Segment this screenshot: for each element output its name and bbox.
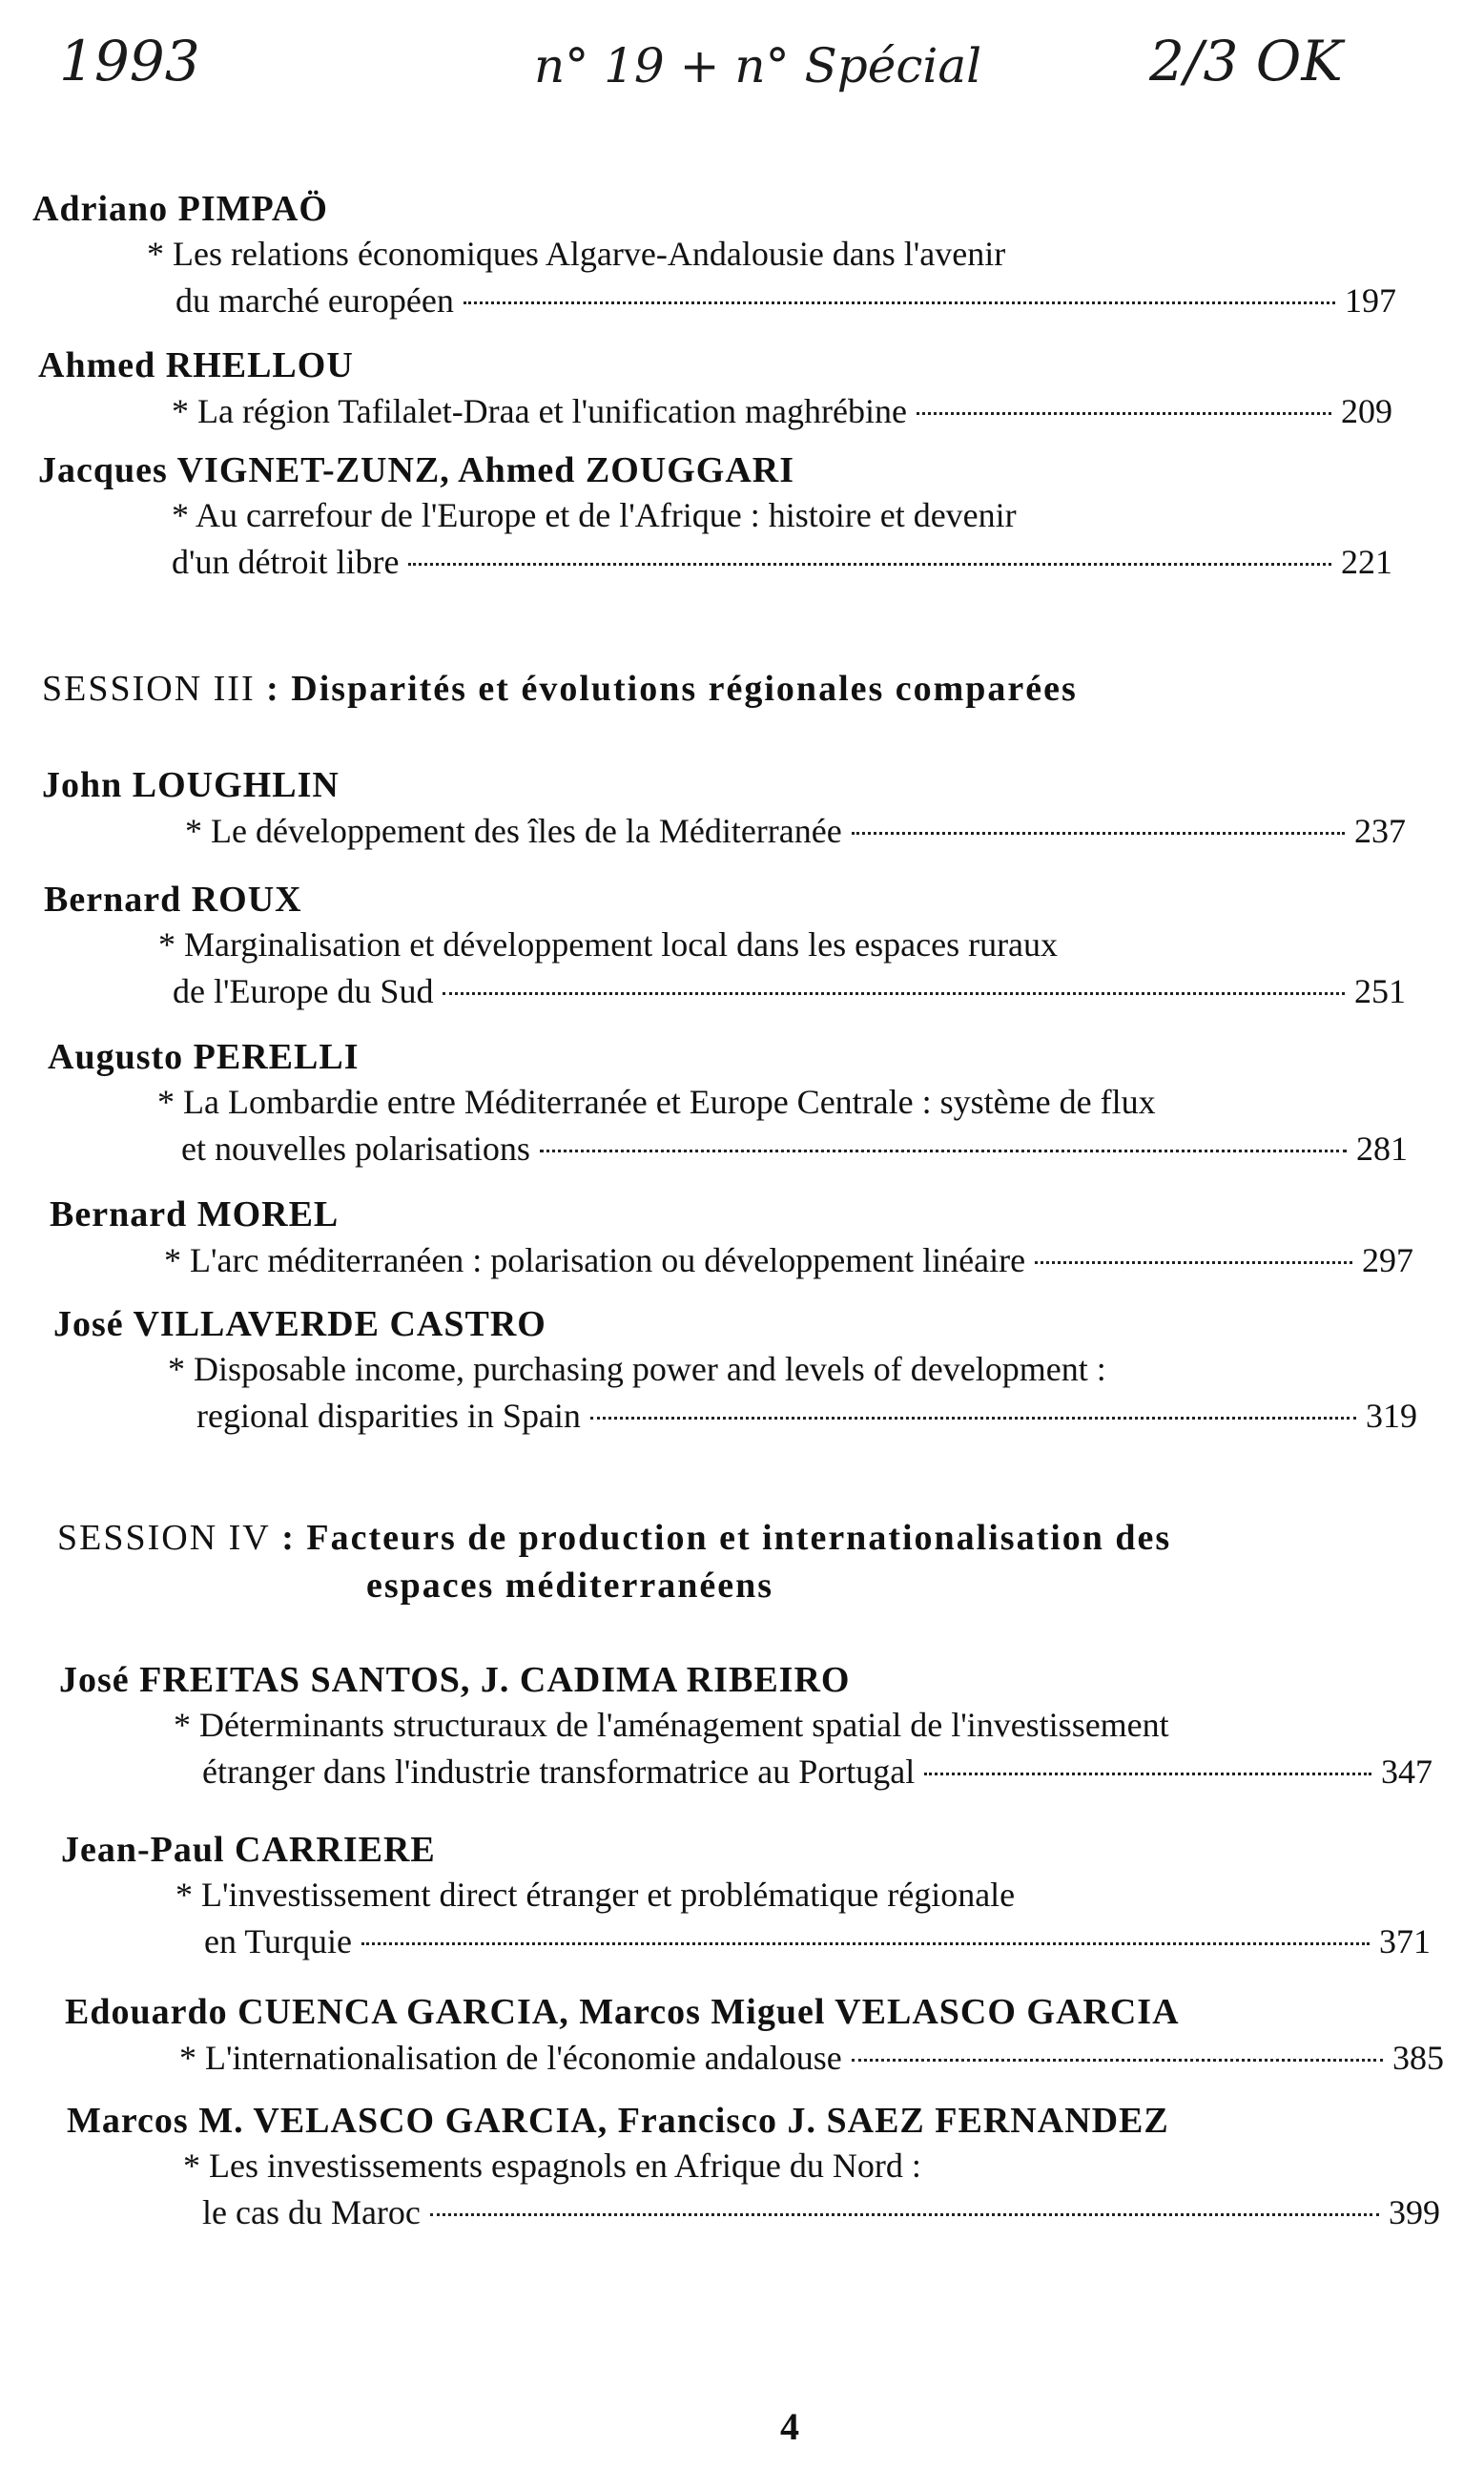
entry-title-line2 xyxy=(172,538,1392,586)
leader-dots xyxy=(464,301,1335,304)
session-title-continued: espaces méditerranéens xyxy=(366,1566,774,1606)
session-heading xyxy=(42,668,1078,710)
leader-dots xyxy=(1035,1261,1352,1264)
entry-title-line2 xyxy=(196,1392,1417,1440)
handwritten-status: 2/3 OK xyxy=(1149,29,1343,93)
entry-page-number: 385 xyxy=(1392,2039,1444,2077)
entry-title-line2 xyxy=(172,387,1392,435)
entry-title-line2 xyxy=(173,967,1406,1015)
entry-title-text: * Le développement des îles de la Méditerranée xyxy=(185,812,842,850)
leader-dots xyxy=(852,832,1345,835)
entry-title-line2 xyxy=(185,807,1406,855)
entry-title-text: du marché européen xyxy=(175,281,454,320)
session-title: : Disparités et évolutions régionales comparées xyxy=(266,669,1078,709)
session-label: SESSION III xyxy=(42,669,256,709)
entry-authors: Marcos M. VELASCO GARCIA, Francisco J. SAEZ FERNANDEZ xyxy=(67,2101,1169,2141)
entry-title-text: * L'arc méditerranéen : polarisation ou développement linéaire xyxy=(164,1241,1026,1279)
leader-dots xyxy=(361,1942,1370,1945)
entry-authors: José FREITAS SANTOS, J. CADIMA RIBEIRO xyxy=(59,1660,851,1700)
entry-page-number: 297 xyxy=(1362,1241,1413,1279)
entry-authors: Jean-Paul CARRIERE xyxy=(61,1830,436,1870)
entry-title-line1: * Au carrefour de l'Europe et de l'Afrique : histoire et devenir xyxy=(172,496,1017,534)
session-title: : Facteurs de production et internationalisation des xyxy=(281,1518,1172,1558)
entry-title-line2 xyxy=(175,277,1396,324)
page-number: 4 xyxy=(780,2405,799,2448)
toc-entry xyxy=(53,1302,1417,1440)
entry-title-line2 xyxy=(181,1125,1408,1172)
session-label: SESSION IV xyxy=(57,1518,271,1558)
entry-title-line2 xyxy=(164,1236,1413,1284)
entry-title-text: le cas du Maroc xyxy=(202,2193,421,2231)
handwritten-year: 1993 xyxy=(59,29,200,93)
toc-entry xyxy=(38,448,1392,586)
entry-title-line2 xyxy=(204,1918,1431,1965)
entry-page-number: 371 xyxy=(1379,1922,1431,1960)
leader-dots xyxy=(924,1773,1371,1775)
entry-authors: Adriano PIMPAÖ xyxy=(32,189,328,229)
leader-dots xyxy=(430,2213,1379,2216)
toc-entry xyxy=(48,1035,1408,1172)
entry-page-number: 197 xyxy=(1345,281,1396,320)
leader-dots xyxy=(917,412,1331,415)
entry-page-number: 237 xyxy=(1354,812,1406,850)
entry-title-line1: * La Lombardie entre Méditerranée et Europe Centrale : système de flux xyxy=(157,1083,1156,1121)
entry-title-text: * L'internationalisation de l'économie andalouse xyxy=(179,2039,842,2077)
entry-title-line1: * Les investissements espagnols en Afrique du Nord : xyxy=(183,2147,921,2185)
entry-title-line1: * Les relations économiques Algarve-Andalousie dans l'avenir xyxy=(147,235,1006,273)
toc-entry xyxy=(65,1990,1444,2082)
toc-entry xyxy=(32,187,1396,324)
session-heading xyxy=(57,1517,1171,1559)
toc-entry xyxy=(42,763,1406,855)
entry-authors: José VILLAVERDE CASTRO xyxy=(53,1304,546,1344)
leader-dots xyxy=(540,1150,1347,1152)
entry-authors: Bernard ROUX xyxy=(44,880,302,920)
leader-dots xyxy=(590,1417,1356,1420)
entry-authors: Edouardo CUENCA GARCIA, Marcos Miguel VELASCO GARCIA xyxy=(65,1992,1180,2032)
leader-dots xyxy=(852,2059,1383,2062)
entry-authors: Augusto PERELLI xyxy=(48,1037,360,1077)
entry-authors: Ahmed RHELLOU xyxy=(38,345,354,385)
entry-page-number: 221 xyxy=(1341,543,1392,581)
toc-entry xyxy=(61,1828,1431,1965)
toc-entry xyxy=(50,1193,1413,1284)
entry-title-line1: * Déterminants structuraux de l'aménagement spatial de l'investissement xyxy=(174,1706,1169,1744)
entry-title-text: * La région Tafilalet-Draa et l'unification maghrébine xyxy=(172,392,907,430)
entry-title-line1: * Marginalisation et développement local dans les espaces ruraux xyxy=(158,925,1059,964)
entry-authors: Bernard MOREL xyxy=(50,1194,340,1234)
toc-entry xyxy=(59,1658,1432,1795)
entry-title-text: d'un détroit libre xyxy=(172,543,400,581)
entry-title-text: étranger dans l'industrie transformatrice au Portugal xyxy=(202,1753,916,1791)
toc-entry xyxy=(67,2099,1440,2236)
toc-entry xyxy=(38,343,1392,435)
leader-dots xyxy=(443,992,1345,995)
entry-page-number: 251 xyxy=(1354,972,1406,1010)
entry-page-number: 399 xyxy=(1389,2193,1440,2231)
entry-title-text: en Turquie xyxy=(204,1922,353,1960)
entry-title-line1: * L'investissement direct étranger et problématique régionale xyxy=(175,1876,1016,1914)
entry-title-line2 xyxy=(179,2034,1444,2082)
entry-title-text: et nouvelles polarisations xyxy=(181,1130,530,1168)
entry-title-text: de l'Europe du Sud xyxy=(173,972,434,1010)
entry-title-line2 xyxy=(202,2188,1440,2236)
entry-authors: John LOUGHLIN xyxy=(42,765,340,805)
entry-title-line2 xyxy=(202,1748,1432,1795)
entry-authors: Jacques VIGNET-ZUNZ, Ahmed ZOUGGARI xyxy=(38,450,795,490)
entry-page-number: 281 xyxy=(1356,1130,1408,1168)
entry-title-line1: * Disposable income, purchasing power and levels of development : xyxy=(168,1350,1106,1388)
entry-title-text: regional disparities in Spain xyxy=(196,1397,581,1435)
entry-page-number: 347 xyxy=(1381,1753,1432,1791)
leader-dots xyxy=(408,563,1331,566)
entry-page-number: 209 xyxy=(1341,392,1392,430)
toc-entry xyxy=(44,878,1406,1015)
entry-page-number: 319 xyxy=(1366,1397,1417,1435)
handwritten-issue-note: n° 19 + n° Spécial xyxy=(534,38,982,93)
